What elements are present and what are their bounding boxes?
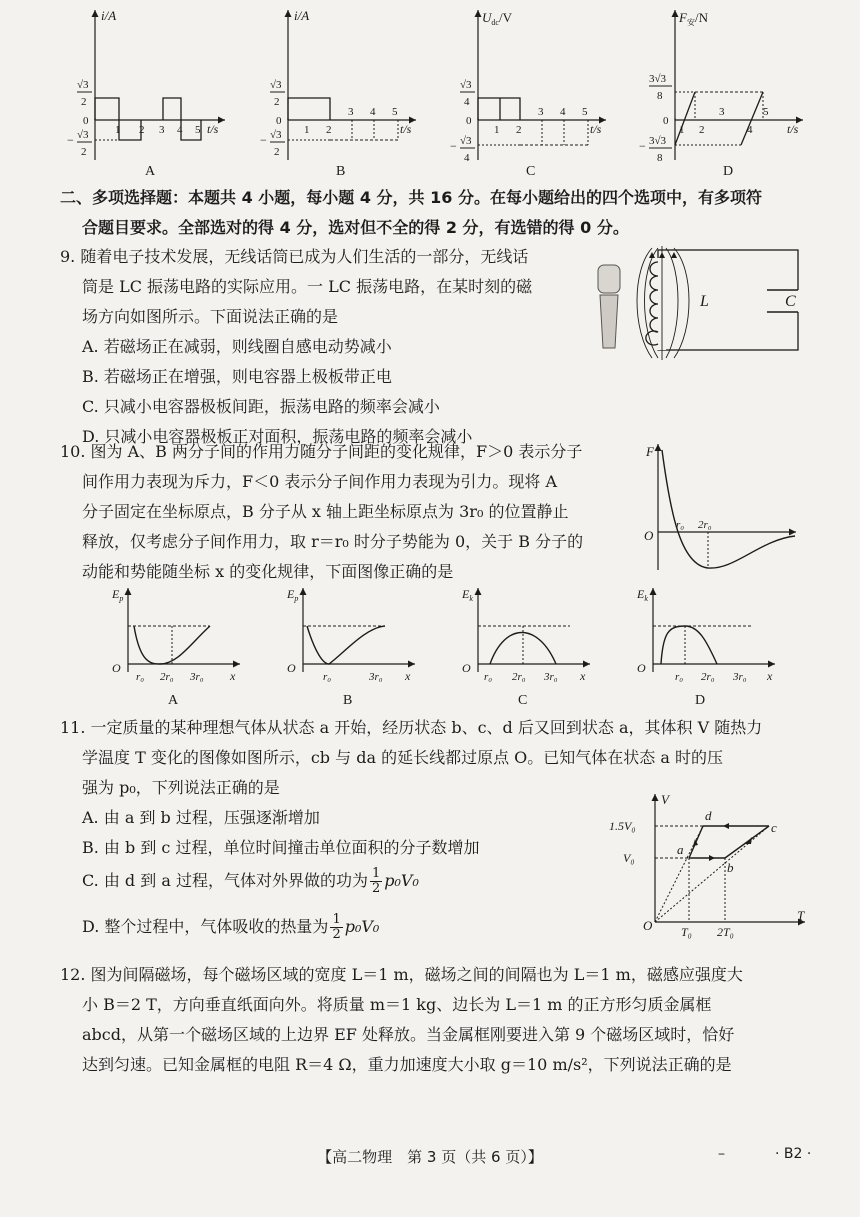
svg-text:c: c [771, 820, 777, 835]
svg-text:2r₀: 2r₀ [512, 671, 526, 683]
svg-text:0: 0 [466, 115, 472, 127]
svg-text:3r₀: 3r₀ [190, 671, 204, 683]
svg-text:4: 4 [370, 106, 376, 118]
svg-text:√3: √3 [460, 79, 472, 91]
svg-text:B: B [343, 693, 353, 708]
svg-text:−: − [639, 139, 646, 153]
svg-text:2: 2 [516, 124, 522, 136]
q11-option-A[interactable]: A. 由 a 到 b 过程，压强逐渐增加 [82, 808, 320, 827]
svg-text:O: O [462, 661, 471, 675]
fraction: $\frac{1}{2}$ [332, 912, 341, 942]
svg-text:x: x [767, 669, 773, 683]
svg-text:t/s: t/s [590, 122, 602, 136]
svg-text:3: 3 [538, 106, 544, 118]
svg-text:a: a [677, 842, 684, 857]
svg-text:5: 5 [582, 106, 588, 118]
svg-text:4: 4 [560, 106, 566, 118]
q9-option-C[interactable]: C. 只减小电容器极板间距，振荡电路的频率会减小 [82, 397, 440, 416]
svg-text:4: 4 [464, 96, 470, 108]
svg-text:2r₀: 2r₀ [701, 671, 715, 683]
svg-text:D: D [723, 164, 734, 179]
svg-text:1: 1 [494, 124, 500, 136]
microphone-icon [598, 265, 620, 348]
svg-text:t/s: t/s [207, 122, 219, 136]
svg-text:t/s: t/s [787, 122, 799, 136]
svg-text:2: 2 [699, 124, 705, 136]
svg-text:x: x [230, 669, 236, 683]
q9-option-D[interactable]: D. 只减小电容器极板正对面积，振荡电路的频率会减小 [82, 427, 473, 446]
section-heading: 二、多项选择题：本题共 4 小题，每小题 4 分，共 16 分。在每小题给出的四个选项中，有多项符 合题目要求。全部选对的得 4 分，选对但不全的得 2 分，有选错的得 0 分。 [60, 188, 762, 237]
capacitor-label: C [785, 293, 796, 310]
svg-text:0: 0 [276, 115, 282, 127]
fraction: $\frac{1}{2}$ [371, 866, 381, 896]
svg-text:d: d [705, 808, 712, 823]
svg-text:3r₀: 3r₀ [544, 671, 558, 683]
q10-graph-B [286, 587, 415, 708]
svg-text:√3: √3 [270, 129, 282, 141]
paper-code: · B2 · [775, 1146, 812, 1162]
svg-text:i/A: i/A [294, 8, 310, 23]
svg-text:Ek: $E_k$ [637, 587, 648, 603]
svg-text:Ek: $E_k$ [462, 587, 473, 603]
svg-text:1.5V₀: 1.5V₀ [609, 819, 636, 833]
svg-text:−: − [67, 133, 74, 147]
svg-text:t/s: t/s [400, 122, 412, 136]
svg-text:2r₀: 2r₀ [698, 519, 712, 531]
svg-text:O: O [287, 661, 296, 675]
svg-text:D: D [695, 693, 706, 708]
svg-text:√3: √3 [270, 79, 282, 91]
svg-text:r₀: r₀ [484, 671, 493, 683]
q9-option-B[interactable]: B. 若磁场正在增强，则电容器上极板带正电 [82, 367, 392, 386]
svg-text:O: O [644, 528, 654, 543]
svg-text:r₀: r₀ [136, 671, 145, 683]
q11-option-B[interactable]: B. 由 b 到 c 过程，单位时间撞击单位面积的分子数增加 [82, 838, 480, 857]
q10-force-figure [640, 440, 800, 580]
svg-text:3√3: 3√3 [649, 73, 667, 85]
option-label: A [145, 164, 156, 179]
svg-text:b: b [727, 860, 734, 875]
question-9 [60, 242, 532, 452]
q9-figure [590, 240, 820, 370]
svg-text:C: C [518, 693, 528, 708]
svg-text:A: A [168, 693, 179, 708]
svg-text:3√3: 3√3 [649, 135, 667, 147]
q11-option-C[interactable]: C. 由 d 到 a 过程，气体对外界做的功为 $\frac{1}{2}$ p₀V₀ [82, 866, 419, 896]
svg-text:4: 4 [177, 124, 183, 136]
svg-text:Ep: $E_p$ [112, 587, 124, 603]
svg-text:8: 8 [657, 152, 663, 164]
svg-text:F: F [646, 444, 654, 459]
inductor-label: L [700, 293, 709, 310]
question-11: 11. 一定质量的某种理想气体从状态 a 开始，经历状态 b、c、d 后又回到状态 a，其体积 V 随热力 学温度 T 变化的图像如图所示，cb 与 da 的延长线都过原点 O。已知气体在状态 a 时的压 强为 p₀，下列说法正确的是 [60, 718, 763, 797]
svg-text:r₀: r₀ [676, 519, 685, 531]
svg-text:5: 5 [195, 124, 201, 136]
svg-text:T: T [797, 908, 805, 923]
svg-text:x: x [405, 669, 411, 683]
svg-text:3: 3 [348, 106, 354, 118]
svg-text:Udc/V: $U_{dc}/V$ [482, 10, 512, 27]
svg-text:2: 2 [81, 96, 87, 108]
svg-text:−: − [450, 139, 457, 153]
svg-text:1: 1 [304, 124, 310, 136]
q10-graph-C [461, 587, 590, 708]
q11-option-D[interactable]: D. 整个过程中，气体吸收的热量为 $\frac{1}{2}$ p₀V₀ [82, 912, 380, 942]
question-10: 10. 图为 A、B 两分子间的作用力随分子间距的变化规律，F＞0 表示分子 间作用力表现为斥力，F＜0 表示分子间作用力表现为引力。现将 A 分子固定在坐标原点，B 分子从 x 轴上距坐标原点为 3r₀ 的位置静止 释放，仅考虑分子间作用力，取 r＝r₀ 时分子势能为 0，关于 B 分子的 动能和势能随坐标 x 的变化规律，下面图像正确的是 [60, 442, 584, 581]
q10-answer-graphs [90, 582, 850, 712]
ylabel: i/A [101, 8, 117, 23]
svg-text:O: O [112, 661, 121, 675]
svg-text:2: 2 [81, 146, 87, 158]
svg-text:V₀: V₀ [623, 851, 635, 865]
top-graphs [0, 0, 860, 180]
svg-text:T₀: T₀ [681, 925, 692, 939]
svg-text:0: 0 [83, 115, 89, 127]
svg-text:8: 8 [657, 90, 663, 102]
svg-text:2: 2 [326, 124, 332, 136]
q10-graph-A [111, 587, 240, 708]
svg-text:B: B [336, 164, 346, 179]
svg-text:0: 0 [663, 115, 669, 127]
svg-text:4: 4 [747, 124, 753, 136]
graph-D [639, 10, 803, 179]
q9-line2: 筒是 LC 振荡电路的实际应用。一 LC 振荡电路，在某时刻的磁 [82, 277, 533, 296]
svg-text:3: 3 [719, 106, 725, 118]
svg-text:√3: √3 [77, 79, 89, 91]
svg-text:√3: √3 [77, 129, 89, 141]
svg-text:x: x [580, 669, 586, 683]
svg-text:−: − [260, 133, 267, 147]
svg-text:r₀: r₀ [323, 671, 332, 683]
q9-option-A[interactable]: A. 若磁场正在减弱，则线圈自感电动势减小 [82, 337, 392, 356]
q9-line3: 场方向如图所示。下面说法正确的是 [82, 307, 339, 326]
svg-text:5: 5 [392, 106, 398, 118]
question-12: 12. 图为间隔磁场，每个磁场区域的宽度 L＝1 m，磁场之间的间隔也为 L＝1 m，磁感应强度大 小 B＝2 T，方向垂直纸面向外。将质量 m＝1 kg、边长为 L＝1 m 的正方形匀质金属框 abcd，从第一个磁场区域的上边界 EF 处释放。当金属框刚要进入第 9 个磁场区域时，恰好 达到匀速。已知金属框的电阻 R＝4 Ω，重力加速度大小取 g＝10 m/s²，下列说法正确的是 [60, 965, 743, 1074]
svg-text:V: V [661, 792, 669, 807]
graph-C [450, 10, 606, 179]
q9-line1: 9. 随着电子技术发展，无线话筒已成为人们生活的一部分，无线话 [60, 247, 529, 266]
svg-text:2: 2 [139, 124, 145, 136]
svg-text:1: 1 [115, 124, 121, 136]
svg-text:2T₀: 2T₀ [717, 925, 734, 939]
svg-text:2: 2 [274, 146, 280, 158]
svg-text:√3: √3 [460, 135, 472, 147]
footer-dash: – [718, 1146, 725, 1162]
q10-graph-D [636, 587, 775, 708]
svg-text:1: 1 [679, 124, 685, 136]
svg-text:2r₀: 2r₀ [160, 671, 174, 683]
svg-text:O: O [637, 661, 646, 675]
graph-B [260, 8, 416, 179]
svg-text:3r₀: 3r₀ [369, 671, 383, 683]
graph-A [67, 8, 225, 179]
svg-text:F安/N: $F_安/N$ [679, 10, 708, 27]
q11-vt-figure [605, 790, 825, 940]
svg-text:2: 2 [274, 96, 280, 108]
svg-text:5: 5 [763, 106, 769, 118]
svg-text:O: O [643, 918, 653, 933]
svg-text:C: C [526, 164, 536, 179]
svg-text:Ep: $E_p$ [287, 587, 299, 603]
page-footer: 【高二物理 第 3 页（共 6 页）】 [317, 1148, 543, 1166]
svg-text:3r₀: 3r₀ [733, 671, 747, 683]
svg-text:4: 4 [464, 152, 470, 164]
svg-text:3: 3 [159, 124, 165, 136]
svg-text:r₀: r₀ [675, 671, 684, 683]
